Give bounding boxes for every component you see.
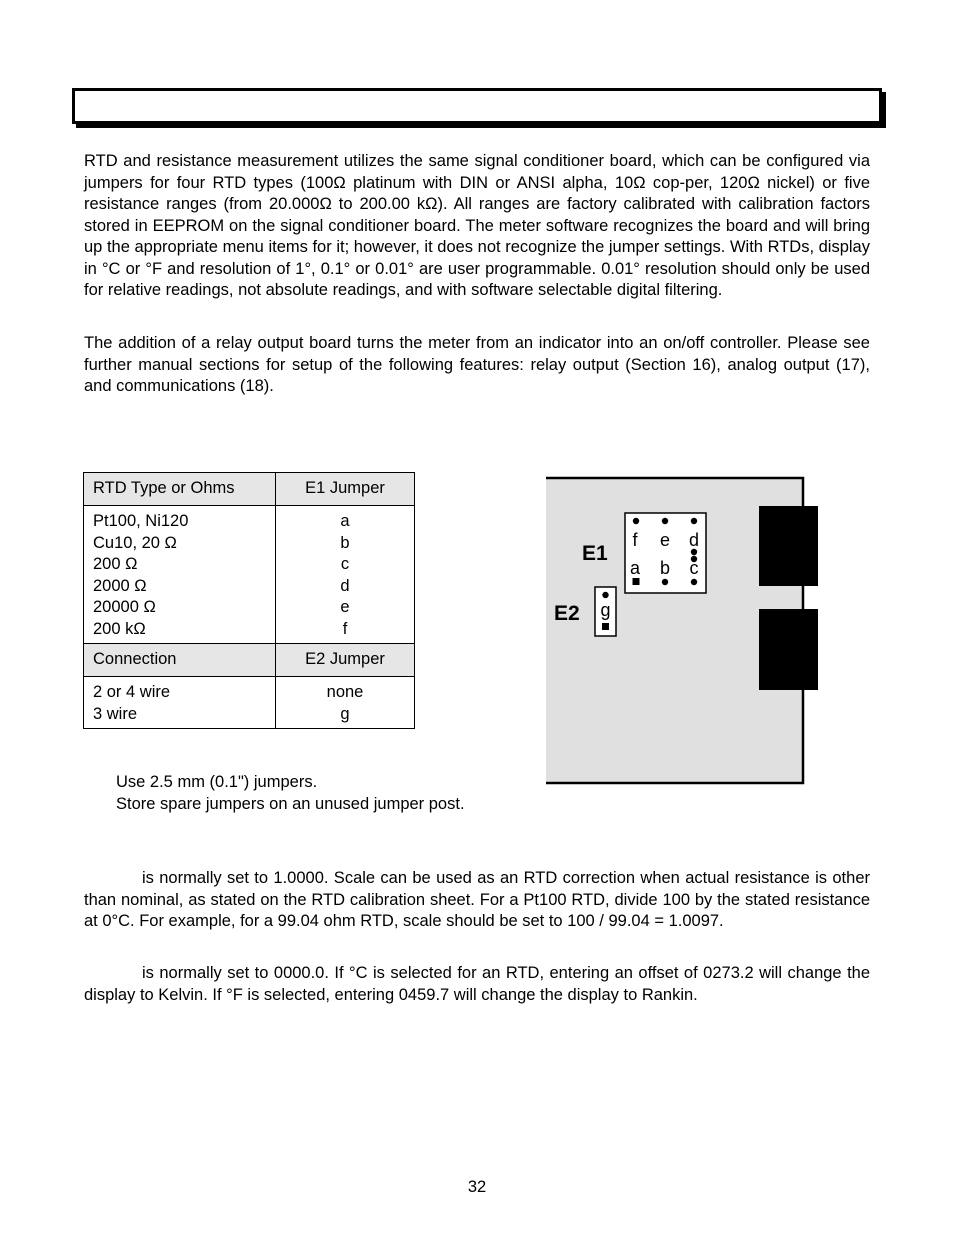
e1-type-item: 200 Ω <box>93 555 138 573</box>
e1-jumper-item: c <box>340 555 350 573</box>
intro-paragraph-1: RTD and resistance measurement utilizes the same signal conditioner board, which can be configured via jumpers for four RTD types (100Ω platinum with DIN or ANSI alpha, 10Ω cop-per, 120Ω nickel) or five resistance ranges (from 20.000Ω to 200.00 kΩ). All ranges are factory calibrated with calibration factors stored in EEPROM on the signal conditioner board. The meter software recognizes the board and will bring up the appropriate menu items for it; however, it does not recognize the jumper settings. With RTDs, display in °C or °F and resolution of 1°, 0.1° or 0.01° are user programmable. 0.01° resolution should only be used for relative readings, not absolute readings, and with software selectable digital filtering. <box>84 152 870 299</box>
e1-jumper-cell <box>276 506 415 644</box>
e1-type-item: 2000 Ω <box>93 576 147 595</box>
e2-header-jumper: E2 Jumper <box>276 644 415 677</box>
e1-type-cell <box>84 506 276 644</box>
offset-paragraph <box>84 963 870 1006</box>
board-diagram <box>544 474 824 788</box>
jumper-table <box>83 472 415 729</box>
e1-jumper-item: e <box>340 598 350 616</box>
e1-label: E1 <box>582 542 608 565</box>
e1-body-row <box>84 506 415 644</box>
e1-type-item: Pt100, Ni120 <box>93 512 189 530</box>
connector-top <box>759 506 818 586</box>
e1-letter-f: f <box>632 530 638 550</box>
e2-header-row <box>84 644 415 677</box>
e1-type-item: Cu10, 20 Ω <box>93 533 177 552</box>
e1-pin <box>662 579 668 585</box>
e2-body-row <box>84 677 415 729</box>
e2-jumper-item: g <box>340 704 350 723</box>
scale-paragraph <box>84 868 870 933</box>
e2-jumper-cell <box>276 677 415 729</box>
e1-type-item: 200 kΩ <box>93 619 146 638</box>
e2-pin-square <box>602 623 609 630</box>
e1-jumper-item: b <box>340 533 350 552</box>
e1-letter-c: c <box>689 558 699 578</box>
e1-pin <box>691 579 697 585</box>
e1-pin <box>691 518 697 524</box>
e1-letter-d: d <box>688 530 700 550</box>
jumper-notes <box>116 772 465 815</box>
e1-header-row <box>84 473 415 506</box>
e2-connection-item: 2 or 4 wire <box>93 683 171 701</box>
e1-header-jumper: E1 Jumper <box>276 473 415 506</box>
e1-letter-a: a <box>629 558 641 578</box>
e1-header-type: RTD Type or Ohms <box>84 473 276 506</box>
page-number: 32 <box>467 1178 487 1196</box>
e2-letter-g: g <box>600 600 611 620</box>
e2-connection-item: 3 wire <box>93 704 138 723</box>
connector-bottom <box>759 609 818 690</box>
e1-pin <box>662 518 668 524</box>
section-title-box <box>72 88 882 124</box>
note-spare-jumpers: Store spare jumpers on an unused jumper post. <box>116 794 465 813</box>
intro-paragraph-2: The addition of a relay output board turns the meter from an indicator into an on/off controller. Please see further manual sections for setup of the following features: relay output (Section 16), analog output (17), and communications (18). <box>84 334 870 395</box>
e1-letter-e: e <box>659 530 671 550</box>
e1-letter-b: b <box>659 558 671 578</box>
scale-text: is normally set to 1.0000. Scale can be used as an RTD correction when actual resistance is other than nominal, as stated on the RTD calibration sheet. For a Pt100 RTD, divide 100 by the stated resistance at 0°C. For example, for a 99.04 ohm RTD, scale should be set to 100 / 99.04 = 1.0097. <box>84 869 870 930</box>
e1-jumper-item: d <box>340 576 350 595</box>
e1-pin <box>633 518 639 524</box>
e2-label: E2 <box>554 602 580 625</box>
e1-type-item: 20000 Ω <box>93 598 156 616</box>
e1-jumper-item: f <box>342 619 348 638</box>
e2-header-connection: Connection <box>84 644 276 677</box>
e1-jumper-item: a <box>340 512 350 530</box>
e2-jumper-item: none <box>326 683 364 701</box>
note-jumper-size: Use 2.5 mm (0.1") jumpers. <box>116 773 318 791</box>
e2-pin <box>602 592 608 598</box>
offset-text: is normally set to 0000.0. If °C is selected for an RTD, entering an offset of 0273.2 will change the display to Kelvin. If °F is selected, entering 0459.7 will change the display to Rankin. <box>84 964 870 1004</box>
e2-connection-cell <box>84 677 276 729</box>
e1-pin-square <box>633 578 640 585</box>
